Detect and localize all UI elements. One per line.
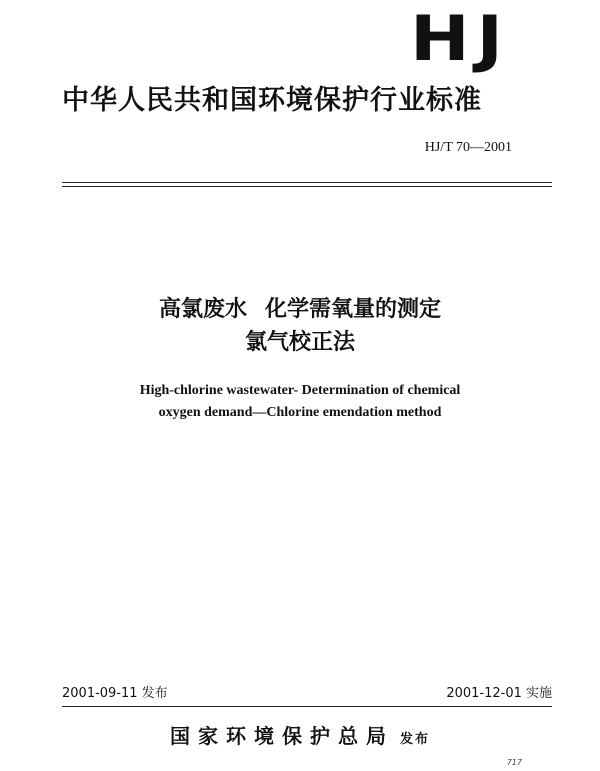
page-number: 717 [506, 758, 522, 767]
header-rule-top [62, 182, 552, 183]
title-zh-part2: 化学需氧量的测定 [265, 297, 442, 322]
issuer-org: 国家环境保护总局 [169, 724, 394, 748]
standard-category-title: 中华人民共和国环境保护行业标准 [62, 85, 482, 116]
title-en-line2: oxygen demand—Chlorine emendation method [158, 405, 442, 420]
header-rule-bottom [62, 186, 552, 187]
standard-number: HJ/T 70—2001 [424, 140, 512, 155]
issuer-tag: 发布 [399, 732, 430, 747]
issuer-line [0, 720, 600, 749]
effective-date: 2001-12-01 实施 [446, 686, 552, 701]
footer-rule [62, 706, 552, 707]
title-en-line1: High-chlorine wastewater- Determination of chemical [139, 383, 461, 398]
hj-logo: HJ [409, 2, 510, 75]
title-zh-line1 [0, 295, 600, 325]
title-zh-line2: 氯气校正法 [244, 330, 355, 355]
title-zh-part1: 高氯废水 [158, 297, 247, 322]
issue-date: 2001-09-11 发布 [62, 686, 168, 701]
